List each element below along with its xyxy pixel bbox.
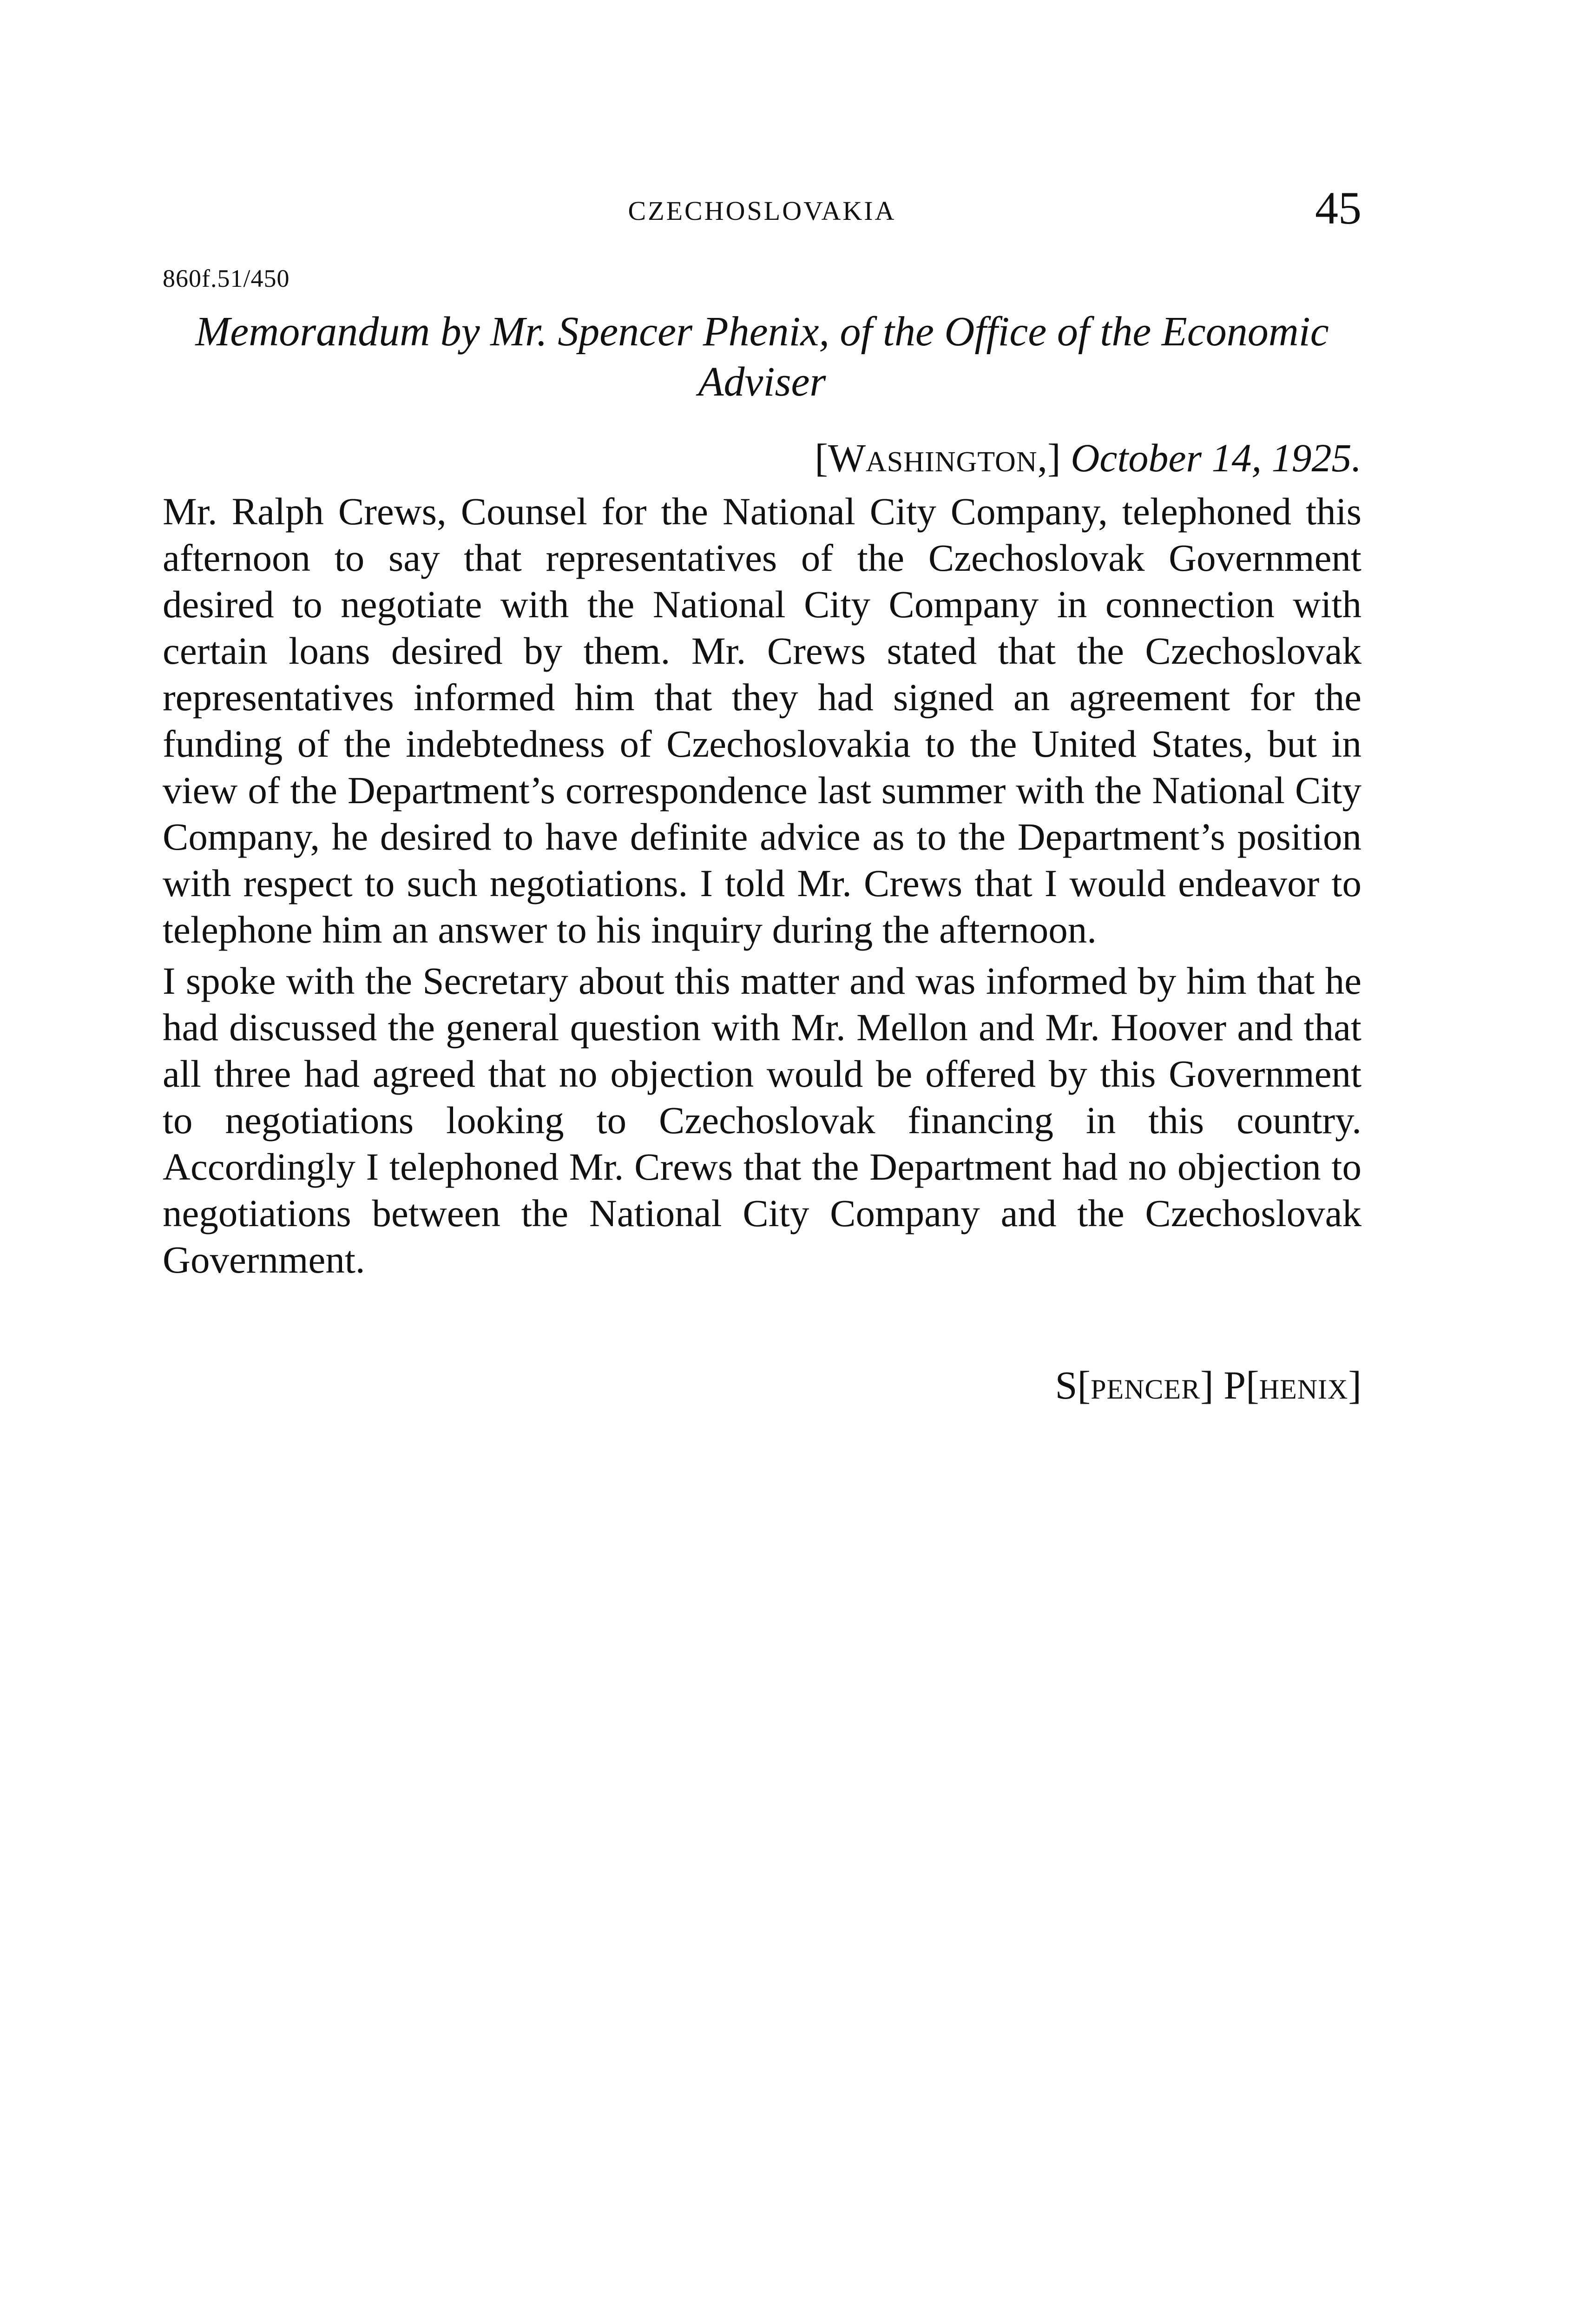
dateline-place: ASHINGTON: [866, 446, 1038, 478]
file-number: 860f.51/450: [163, 264, 290, 292]
running-head: [163, 181, 1361, 242]
dateline-open: [W: [815, 436, 866, 480]
dateline-date: October 14, 1925.: [1071, 436, 1361, 480]
signature-last-rest: HENIX: [1259, 1374, 1348, 1405]
page-number: 45: [1315, 182, 1361, 234]
body-paragraph-1: Mr. Ralph Crews, Counsel for the National City Company, telephoned this afternoon to say that representatives of the Czechoslovak Government desired to negotiate with the National City Company in connection with certain loans desired by them. Mr. Crews stated that the Czechoslovak representatives informed him that they had signed an agreement for the funding of the indebtedness of Czechoslovakia to the United States, but in view of the Department’s correspondence last summer with the National City Company, he desired to have definite advice as to the Department’s position with respect to such negotiations. I told Mr. Crews that I would endeavor to telephone him an answer to his inquiry during the afternoon.: [163, 490, 1361, 951]
memorandum-title: [163, 307, 1361, 407]
memorandum-body: [163, 488, 1361, 1283]
signature-mid: ] P[: [1200, 1363, 1259, 1407]
memorandum-title-line-2: Adviser: [698, 359, 826, 405]
dateline-close: ,]: [1037, 436, 1061, 480]
running-title: CZECHOSLOVAKIA: [628, 196, 896, 226]
signature: [1055, 1362, 1361, 1408]
signature-close: ]: [1348, 1363, 1361, 1407]
signature-first-initial: S[: [1055, 1363, 1091, 1407]
memorandum-title-line-1: Memorandum by Mr. Spencer Phenix, of the Office of the Economic: [195, 309, 1329, 355]
dateline: [815, 435, 1361, 481]
signature-first-rest: PENCER: [1091, 1374, 1201, 1405]
body-paragraph-2: I spoke with the Secretary about this matter and was informed by him that he had discussed the general question with Mr. Mellon and Mr. Hoover and that all three had agreed that no objection would be offered by this Government to negotiations looking to Czechoslovak financing in this country. Accordingly I telephoned Mr. Crews that the Department had no objection to negotiations between the National City Company and the Czechoslovak Government.: [163, 959, 1361, 1281]
